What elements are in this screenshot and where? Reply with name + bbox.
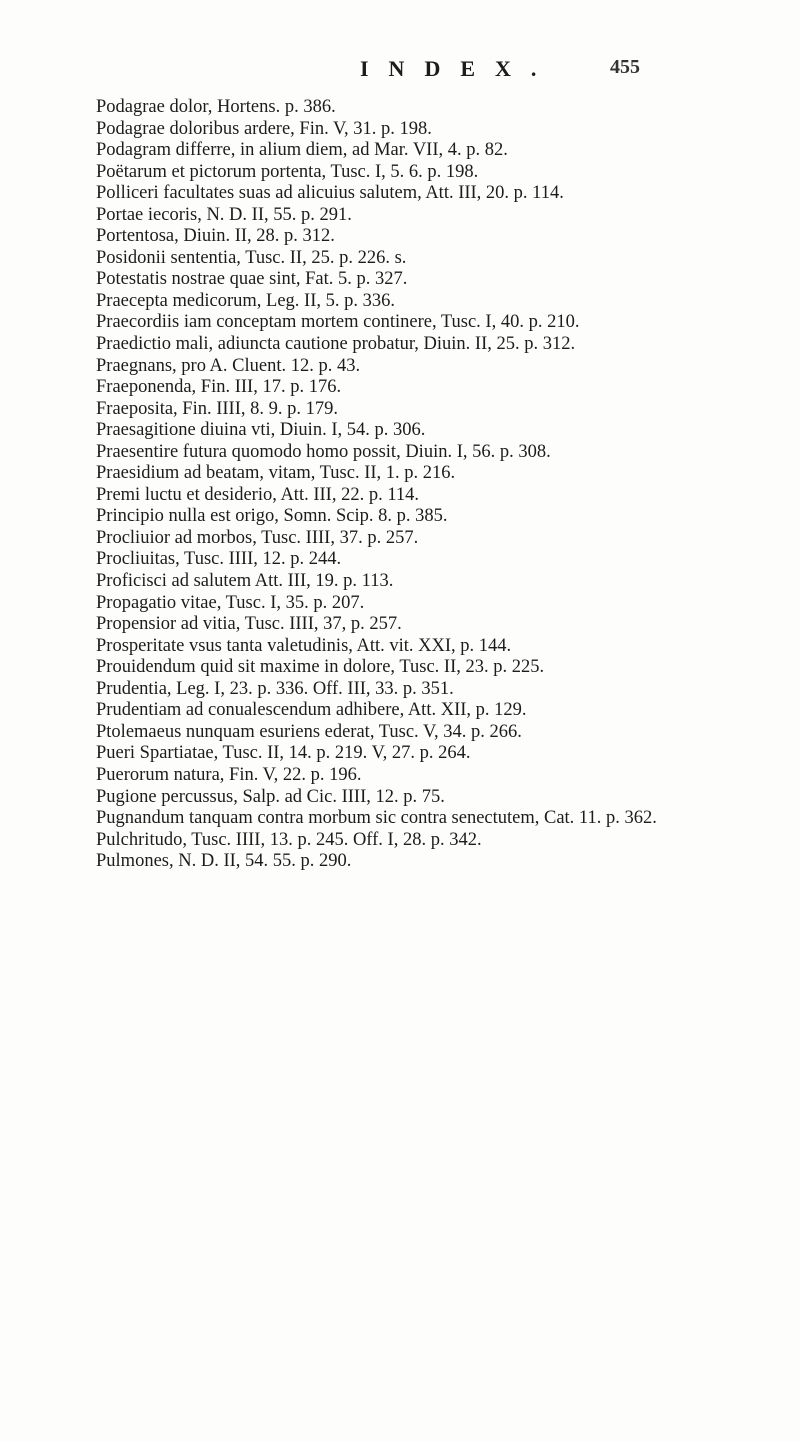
index-entry: Procliuitas, Tusc. IIII, 12. p. 244. — [96, 549, 342, 570]
index-entry: Pueri Spartiatae, Tusc. II, 14. p. 219. V, 27. p. 264. — [96, 743, 471, 764]
index-entry: Procliuior ad morbos, Tusc. IIII, 37. p. 257. — [96, 527, 419, 548]
index-entry: Pulmones, N. D. II, 54. 55. p. 290. — [96, 851, 352, 872]
index-entry: Pugnandum tanquam contra morbum sic contra senectutem, Cat. 11. p. 362. — [96, 808, 657, 829]
index-entry: Fraeponenda, Fin. III, 17. p. 176. — [96, 377, 342, 398]
index-entry: Propensior ad vitia, Tusc. IIII, 37, p. 257. — [96, 614, 402, 635]
index-entry: Praesagitione diuina vti, Diuin. I, 54. p. 306. — [96, 420, 426, 441]
index-entry: Pugione percussus, Salp. ad Cic. IIII, 12. p. 75. — [96, 786, 445, 807]
index-entry: Praesentire futura quomodo homo possit, Diuin. I, 56. p. 308. — [96, 441, 551, 462]
index-entry: Praecordiis iam conceptam mortem continere, Tusc. I, 40. p. 210. — [96, 312, 580, 333]
index-entry: Polliceri facultates suas ad alicuius salutem, Att. III, 20. p. 114. — [96, 183, 564, 204]
index-entry: Portae iecoris, N. D. II, 55. p. 291. — [96, 204, 352, 225]
index-entry: Prudentiam ad conualescendum adhibere, Att. XII, p. 129. — [96, 700, 527, 721]
index-entry: Prosperitate vsus tanta valetudinis, Att. vit. XXI, p. 144. — [96, 635, 512, 656]
index-entry: Praegnans, pro A. Cluent. 12. p. 43. — [96, 355, 361, 376]
index-entry: Puerorum natura, Fin. V, 22. p. 196. — [96, 764, 362, 785]
index-entry: Posidonii sententia, Tusc. II, 25. p. 226. s. — [96, 247, 407, 268]
page-header — [0, 56, 800, 86]
running-title: INDEX. — [360, 56, 557, 81]
index-entry: Portentosa, Diuin. II, 28. p. 312. — [96, 226, 335, 247]
index-entry: Propagatio vitae, Tusc. I, 35. p. 207. — [96, 592, 365, 613]
index-entry: Potestatis nostrae quae sint, Fat. 5. p. 327. — [96, 269, 408, 290]
index-entry: Prudentia, Leg. I, 23. p. 336. Off. III, 33. p. 351. — [96, 678, 454, 699]
index-entry: Fraeposita, Fin. IIII, 8. 9. p. 179. — [96, 398, 339, 419]
index-entry: Principio nulla est origo, Somn. Scip. 8. p. 385. — [96, 506, 448, 527]
index-entry: Podagrae dolor, Hortens. p. 386. — [96, 97, 336, 117]
index-entry: Podagram differre, in alium diem, ad Mar. VII, 4. p. 82. — [96, 140, 508, 161]
index-entry: Pulchritudo, Tusc. IIII, 13. p. 245. Off. I, 28. p. 342. — [96, 829, 482, 850]
index-entry: Ptolemaeus nunquam esuriens ederat, Tusc. V, 34. p. 266. — [96, 721, 522, 742]
index-entry: Premi luctu et desiderio, Att. III, 22. p. 114. — [96, 484, 420, 505]
index-entry: Poëtarum et pictorum portenta, Tusc. I, 5. 6. p. 198. — [96, 161, 479, 182]
index-entries — [96, 97, 696, 873]
index-entry: Podagrae doloribus ardere, Fin. V, 31. p. 198. — [96, 118, 432, 139]
index-entry: Praesidium ad beatam, vitam, Tusc. II, 1. p. 216. — [96, 463, 456, 484]
index-entry: Praecepta medicorum, Leg. II, 5. p. 336. — [96, 290, 395, 311]
index-entry: Proficisci ad salutem Att. III, 19. p. 113. — [96, 571, 394, 592]
page-number: 455 — [610, 56, 640, 78]
index-entry: Prouidendum quid sit maxime in dolore, Tusc. II, 23. p. 225. — [96, 657, 545, 678]
index-entry: Praedictio mali, adiuncta cautione probatur, Diuin. II, 25. p. 312. — [96, 334, 576, 355]
